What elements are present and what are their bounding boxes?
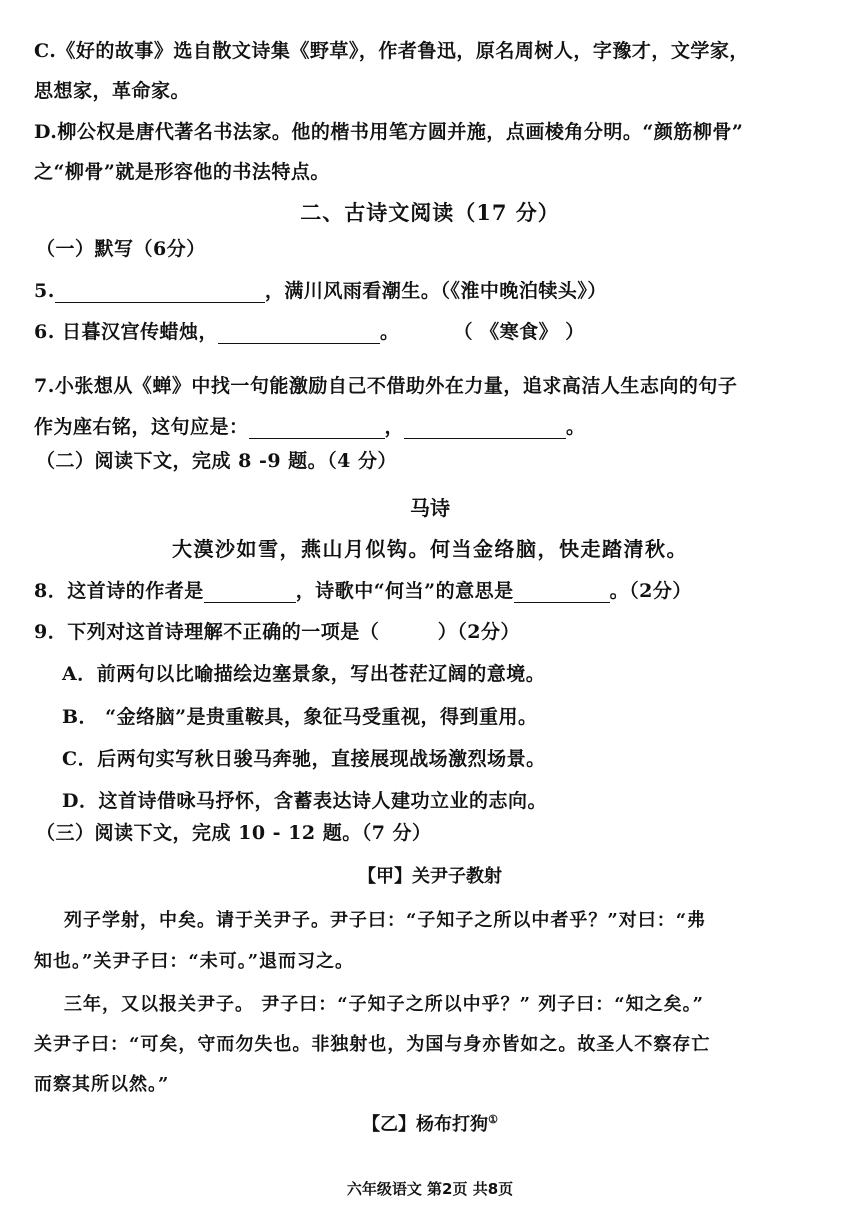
q6-end: 。 — [379, 321, 400, 343]
q9-option-b: B． “金络脑”是贵重鞍具，象征马受重视，得到重用。 — [62, 706, 538, 728]
q8-part-a: 8．这首诗的作者是 — [34, 580, 204, 602]
section-title: 二、古诗文阅读（17 分） — [300, 200, 560, 225]
q5-blank[interactable] — [55, 282, 265, 303]
question-5 — [34, 276, 607, 303]
passage-yi-title-wrap — [0, 1110, 860, 1136]
q8-part-c: 。（2分） — [609, 580, 692, 602]
q8-part-b: ，诗歌中“何当”的意思是 — [295, 580, 514, 602]
q9-option-d: D．这首诗借咏马抒怀，含蓄表达诗人建功立业的志向。 — [62, 790, 547, 812]
q9-stem: 9．下列对这首诗理解不正确的一项是（ ）（2分） — [34, 621, 520, 643]
part2-heading: （二）阅读下文，完成 8 -9 题。（4 分） — [36, 450, 398, 472]
jia-para2-line2: 关尹子曰：“可矣，守而勿失也。非独射也，为国与身亦皆如之。故圣人不察存亡 — [34, 1034, 711, 1055]
poem-body: 大漠沙如雪，燕山月似钩。何当金络脑，快走踏清秋。 — [172, 537, 688, 561]
question-7-answer — [34, 412, 586, 439]
passage-jia-title: 【甲】关尹子教射 — [358, 866, 502, 887]
q7-line2: 作为座右铭，这句应是： — [34, 416, 249, 438]
option-d-line1: D.柳公权是唐代著名书法家。他的楷书用笔方圆并施，点画棱角分明。“颜筋柳骨” — [34, 121, 744, 143]
jia-para1-line1: 列子学射，中矣。请于关尹子。尹子曰：“子知子之所以中者乎？”对曰：“弗 — [64, 910, 707, 931]
option-d-line2: 之“柳骨”就是形容他的书法特点。 — [34, 161, 330, 183]
q7-line1: 7.小张想从《蝉》中找一句能激励自己不借助外在力量，追求高洁人生志向的句子 — [34, 375, 738, 397]
footnote-marker: ① — [488, 1113, 498, 1126]
q7-comma: ， — [384, 416, 405, 438]
q7-blank-1[interactable] — [249, 418, 385, 439]
q7-end: 。 — [566, 416, 586, 438]
jia-para2-line3: 而察其所以然。” — [34, 1074, 170, 1095]
question-6 — [34, 317, 585, 344]
q6-blank[interactable] — [218, 323, 380, 344]
part3-heading: （三）阅读下文，完成 10 - 12 题。（7 分） — [36, 822, 432, 844]
option-c-line2: 思想家，革命家。 — [34, 80, 191, 102]
jia-para1-line2: 知也。”关尹子曰：“未可。”退而习之。 — [34, 951, 355, 972]
page-footer: 六年级语文 第2页 共8页 — [346, 1180, 514, 1198]
q9-option-c: C．后两句实写秋日骏马奔驰，直接展现战场激烈场景。 — [62, 748, 546, 770]
q5-text: ，满川风雨看潮生。（《淮中晚泊犊头》） — [264, 280, 607, 302]
jia-para2-line1: 三年，又以报关尹子。 尹子曰：“子知子之所以中乎？” 列子曰：“知之矣。” — [64, 994, 704, 1015]
question-8 — [34, 576, 692, 603]
part1-heading: （一）默写（6分） — [36, 238, 206, 260]
poem-title: 马诗 — [410, 496, 450, 520]
passage-yi-title: 【乙】杨布打狗 — [362, 1114, 489, 1135]
q6-text: 6. 日暮汉宫传蜡烛， — [34, 321, 218, 343]
q8-blank-2[interactable] — [514, 582, 610, 603]
q6-source: （ 《寒食》 ） — [453, 321, 585, 343]
q7-blank-2[interactable] — [404, 418, 566, 439]
q5-number: 5. — [34, 280, 55, 302]
q8-blank-1[interactable] — [204, 582, 296, 603]
option-c-line1: C.《好的故事》选自散文诗集《野草》，作者鲁迅，原名周树人，字豫才，文学家， — [34, 40, 749, 62]
q9-option-a: A．前两句以比喻描绘边塞景象，写出苍茫辽阔的意境。 — [62, 663, 546, 685]
